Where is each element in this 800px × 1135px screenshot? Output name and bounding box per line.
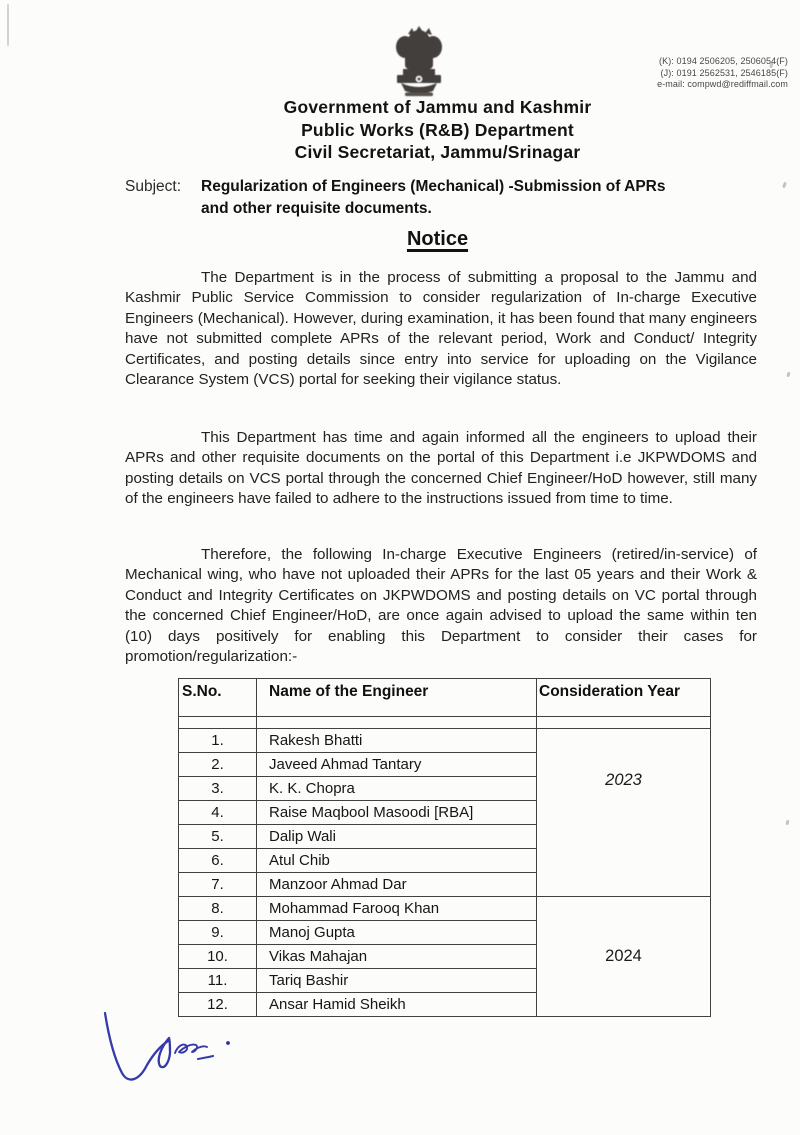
scan-artifact: [786, 372, 790, 378]
header-name: Name of the Engineer: [257, 679, 537, 717]
cell-sno: 10.: [179, 945, 257, 969]
scan-artifact: [782, 182, 787, 189]
notice-title: Notice: [406, 228, 469, 250]
cell-sno: 11.: [179, 969, 257, 993]
paragraph-3: Therefore, the following In-charge Executive Engineers (retired/in-service) of Mechanical wing, who have not uploaded their APRs for the last 05 years and their Work & Conduct and Integrity Certificates on JKPWDOMS and posting details on VC portal through the concerned Chief Engineer/HoD, are once again advised to upload the same within ten (10) days positively for enabling this Department to consider their cases for promotion/regularization:-: [125, 546, 757, 666]
cell-name: K. K. Chopra: [257, 777, 537, 801]
india-state-emblem-icon: [380, 26, 458, 98]
cell-name: Javeed Ahmad Tantary: [257, 753, 537, 777]
cell-sno: 3.: [179, 777, 257, 801]
handwritten-signature-icon: [92, 1008, 242, 1100]
paragraph-2: This Department has time and again informed all the engineers to upload their APRs and other requisite documents on the portal of this Department i.e JKPWDOMS and posting details on VCS portal through the concerned Chief Engineer/HoD however, still many of the engineers have failed to adhere to the instructions issued from time to time.: [125, 429, 757, 508]
subject-line-2: and other requisite documents.: [201, 200, 432, 217]
cell-name: Rakesh Bhatti: [257, 729, 537, 753]
phone-kashmir: (K): 0194 2506205, 2506054(F): [659, 56, 788, 66]
cell-name: Tariq Bashir: [257, 969, 537, 993]
phone-jammu: (J): 0191 2562531, 2546185(F): [660, 67, 788, 78]
table-row: [179, 897, 711, 921]
email-address: e-mail: compwd@rediffmail.com: [657, 79, 788, 89]
cell-name: Manoj Gupta: [257, 921, 537, 945]
table-row: [179, 729, 711, 753]
table-spacer-row: [179, 717, 711, 729]
cell-year-2023: 2023: [537, 729, 711, 897]
cell-name: Vikas Mahajan: [257, 945, 537, 969]
cell-sno: 12.: [179, 993, 257, 1017]
cell-name: Dalip Wali: [257, 825, 537, 849]
cell-sno: 7.: [179, 873, 257, 897]
cell-sno: 6.: [179, 849, 257, 873]
cell-sno: 5.: [179, 825, 257, 849]
cell-name: Mohammad Farooq Khan: [257, 897, 537, 921]
header-year: Consideration Year: [537, 679, 711, 717]
org-government-line: Government of Jammu and Kashmir: [283, 97, 592, 117]
org-secretariat-line: Civil Secretariat, Jammu/Srinagar: [294, 142, 581, 162]
org-department-line: Public Works (R&B) Department: [301, 119, 574, 140]
subject-label: Subject:: [125, 178, 182, 195]
scan-artifact: [785, 820, 789, 826]
cell-sno: 8.: [179, 897, 257, 921]
cell-name: Ansar Hamid Sheikh: [257, 993, 537, 1017]
cell-name: Manzoor Ahmad Dar: [257, 873, 537, 897]
table-header-row: [179, 679, 711, 717]
cell-name: Raise Maqbool Masoodi [RBA]: [257, 801, 537, 825]
subject-text: [201, 176, 666, 220]
cell-sno: 9.: [179, 921, 257, 945]
subject-line-1: Regularization of Engineers (Mechanical) -Submission of APRs: [201, 178, 666, 195]
paragraph-1: The Department is in the process of submitting a proposal to the Jammu and Kashmir Public Service Commission to consider regularization of In-charge Executive Engineers (Mechanical). However, during examination, it has been found that many engineers have not submitted complete APRs of the relevant period, Work and Conduct/ Integrity Certificates, and posting details since entry into service for uploading on the Vigilance Clearance System (VCS) portal for seeking their vigilance status.: [125, 269, 757, 389]
subject-row: [125, 176, 770, 220]
cell-name: Atul Chib: [257, 849, 537, 873]
contact-block: [657, 56, 788, 91]
scan-artifact: [7, 4, 9, 46]
header-sno: S.No.: [179, 679, 257, 717]
cell-sno: 4.: [179, 801, 257, 825]
cell-sno: 2.: [179, 753, 257, 777]
letterhead: [75, 96, 800, 164]
cell-year-2024: 2024: [537, 897, 711, 1017]
engineers-table: [178, 678, 711, 1017]
cell-sno: 1.: [179, 729, 257, 753]
